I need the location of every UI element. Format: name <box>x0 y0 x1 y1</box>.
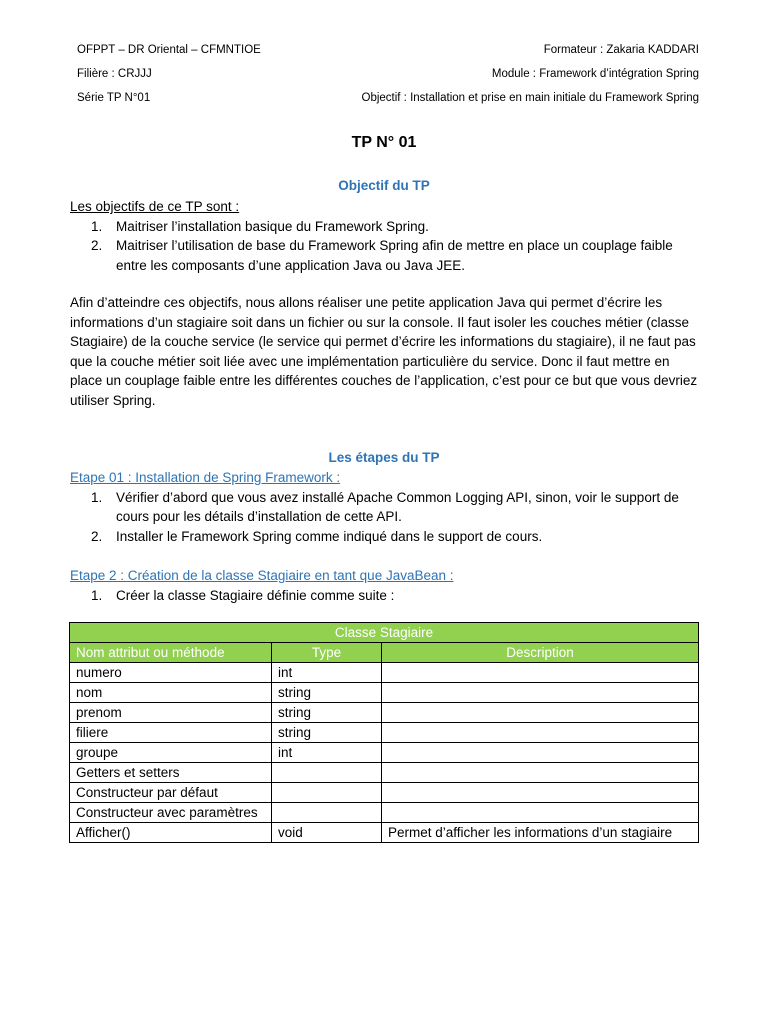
table-cell <box>272 763 382 783</box>
table-row <box>70 803 699 823</box>
table-header-row <box>70 643 699 663</box>
etapes-heading: Les étapes du TP <box>328 450 440 465</box>
table-row <box>70 683 699 703</box>
etape2-title: Etape 2 : Création de la classe Stagiaire en tant que JavaBean : <box>70 568 454 583</box>
table-cell: string <box>272 723 382 743</box>
table-cell: Permet d’afficher les informations d’un stagiaire <box>382 823 699 843</box>
table-caption-row <box>70 623 699 643</box>
table-cell: Afficher() <box>70 823 272 843</box>
etape2-list <box>70 586 454 606</box>
table-caption: Classe Stagiaire <box>70 623 699 643</box>
table-cell: filiere <box>70 723 272 743</box>
header-objectif: Objectif : Installation et prise en main initiale du Framework Spring <box>361 92 699 104</box>
etape1-section <box>70 468 710 546</box>
objectif-heading: Objectif du TP <box>338 178 430 193</box>
table-cell: int <box>272 743 382 763</box>
table-row <box>70 663 699 683</box>
table-row <box>70 703 699 723</box>
table-cell: Getters et setters <box>70 763 272 783</box>
table-cell: Constructeur avec paramètres <box>70 803 272 823</box>
table-cell: int <box>272 663 382 683</box>
table-cell: string <box>272 703 382 723</box>
list-item: 1. Vérifier d’abord que vous avez installé Apache Common Logging API, sinon, voir le support de cours pour les détails d’installation de cette API. <box>91 489 679 525</box>
objectif-intro: Les objectifs de ce TP sont : <box>70 199 240 214</box>
table-cell <box>382 663 699 683</box>
objectif-paragraph: Afin d’atteindre ces objectifs, nous allons réaliser une petite application Java qui permet d’écrire les informations d’un stagiaire soit dans un fichier ou sur la console. Il faut isoler les couches métier (classe Stagiaire) de la couche service (le service qui permet d’écrire les informations du stagiaire), il ne faut pas que la couche métier soit liée avec une implémentation particulière du service. Donc il faut mettre en place un couplage faible entre les différentes couches de l’application, c’est pour ce but que vous devriez utiliser Spring. <box>70 295 698 408</box>
list-item: 1. Maitriser l’installation basique du Framework Spring. <box>91 218 429 234</box>
objectif-list <box>70 217 676 276</box>
column-header: Type <box>272 643 382 663</box>
table-row <box>70 823 699 843</box>
header-filiere: Filière : CRJJJ <box>77 68 152 80</box>
table-row <box>70 723 699 743</box>
table-cell: string <box>272 683 382 703</box>
table-cell <box>272 803 382 823</box>
table-row <box>70 763 699 783</box>
table-row <box>70 783 699 803</box>
etape1-title: Etape 01 : Installation de Spring Framework : <box>70 470 341 485</box>
table-cell <box>382 683 699 703</box>
header-formateur: Formateur : Zakaria KADDARI <box>543 44 699 56</box>
header-serie: Série TP N°01 <box>77 92 151 104</box>
table-cell: prenom <box>70 703 272 723</box>
stagiaire-table <box>69 622 699 843</box>
table-cell <box>382 803 699 823</box>
list-item: 2. Maitriser l’utilisation de base du Framework Spring afin de mettre en place un couplage faible entre les composants d’une application Java ou Java JEE. <box>91 238 673 273</box>
list-item: 2. Installer le Framework Spring comme indiqué dans le support de cours. <box>91 528 543 544</box>
page-title: TP N° 01 <box>351 134 417 151</box>
etape2-section <box>70 566 454 605</box>
table-cell: Constructeur par défaut <box>70 783 272 803</box>
objectif-section <box>70 197 676 275</box>
column-header: Nom attribut ou méthode <box>70 643 272 663</box>
table-row <box>70 743 699 763</box>
header-institution: OFPPT – DR Oriental – CFMNTIOE <box>77 44 261 56</box>
table-cell <box>382 763 699 783</box>
table-cell <box>382 723 699 743</box>
table-cell: groupe <box>70 743 272 763</box>
table-cell <box>382 783 699 803</box>
etape1-list <box>70 488 710 547</box>
column-header: Description <box>382 643 699 663</box>
table-cell: void <box>272 823 382 843</box>
table-cell: nom <box>70 683 272 703</box>
table-cell <box>382 703 699 723</box>
header-module: Module : Framework d’intégration Spring <box>491 68 699 80</box>
table-cell: numero <box>70 663 272 683</box>
list-item: 1. Créer la classe Stagiaire définie comme suite : <box>91 587 395 603</box>
table-cell <box>272 783 382 803</box>
table-cell <box>382 743 699 763</box>
